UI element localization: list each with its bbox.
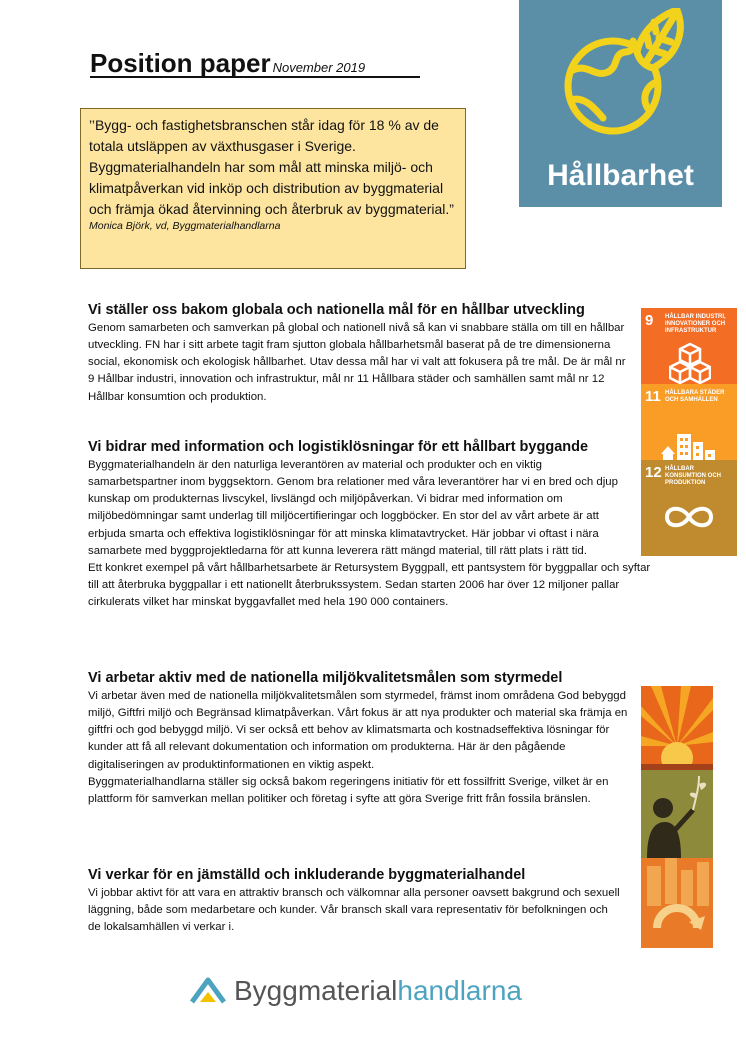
- sdg-number: 11: [645, 388, 661, 405]
- footer-brand: [190, 975, 522, 1007]
- city-recycle-illustration: [641, 858, 713, 948]
- section-heading: Vi bidrar med information och logistiklösningar för ett hållbart byggande: [88, 439, 589, 455]
- quote-author: Monica Björk, vd, Byggmaterialhandlarna: [89, 220, 281, 232]
- sdg-tile-12: [641, 460, 737, 556]
- infinity-loop-icon: [659, 502, 719, 532]
- sdg-number: 9: [645, 312, 654, 329]
- section-paragraph: Byggmaterialhandeln är den naturliga leverantören av material och produkter och en viktig samarbetspartner inom byggsektorn. Genom bra relationer med våra leverantörer har vi en bred och djup kunskap om produkternas livscykel, livslängd och miljöpåverkan. Vi bidrar med information om miljöbedömningar samt underlag till miljöcertifieringar och loggböcker. En stor del av vårt arbete är att erbjuda smarta och effektiva logistiklösningar för att minska klimatavtrycket. Här jobbar vi oftast i nära samarbete med byggprojektledarna för att kunna leverera rätt mängd material, till rätt plats i rätt tid.: [88, 458, 618, 557]
- env-goal-images: [641, 686, 713, 948]
- section-heading: Vi ställer oss bakom globala och nationella mål för en hållbar utveckling: [88, 302, 585, 318]
- section-paragraph: Byggmaterialhandlarna ställer sig också bakom regeringens initiativ för ett fossilfritt Sverige, vilket är en plattform för samverkan mellan politiker och företag i syfte att göra Sverige fritt från fossila bränslen.: [88, 775, 609, 806]
- section-paragraph: Vi jobbar aktivt för att vara en attraktiv bransch och välkomnar alla personer oavsett bakgrund och sexuell läggning, både som medarbetare och kunder. Vår bransch skall vara representativ för befolkningen och de lokalsamhällen vi verkar i.: [88, 886, 620, 934]
- sdg-label: HÅLLBAR INDUSTRI, INNOVATIONER OCH INFRASTRUKTUR: [665, 314, 726, 334]
- brand-part2: handlarna: [397, 975, 522, 1006]
- sdg-number: 12: [645, 464, 662, 481]
- section-paragraph: Vi arbetar även med de nationella miljökvalitetsmålen som styrmedel, främst inom områdena God bebyggd miljö, Giftfri miljö och Begränsad klimatpåverkan. Vårt fokus är att nya produkter och material ska främja en giftfri och god bebyggd miljö. Vi ser också ett behov av klimatsmarta och kostnadseffektiva lösningar för kunder att få all relevant dokumentation och information om produkterna. Här är den pågående digitaliseringen av produktinformationen en viktig aspekt.: [88, 689, 628, 771]
- section-environmental-goals: [88, 669, 628, 808]
- quote-box: [80, 108, 466, 269]
- sun-illustration: [641, 686, 713, 770]
- brand-part1: Byggmaterial: [234, 975, 398, 1006]
- quote-text: ’’Bygg- och fastighetsbranschen står idag för 18 % av de totala utsläppen av växthusgaser i Sverige. Byggmaterialhandeln har som mål att minska miljö- och klimatpåverkan vid inköp och distribution av byggmaterial och främja ökad återvinning och återbruk av byggmaterial.”: [89, 117, 454, 217]
- section-heading: Vi verkar för en jämställd och inkluderande byggmaterialhandel: [88, 867, 526, 883]
- section-heading: Vi arbetar aktiv med de nationella miljökvalitetsmålen som styrmedel: [88, 670, 563, 686]
- section-paragraph: Genom samarbeten och samverkan på global och nationell nivå så kan vi snabbare ställa om till en hållbar utveckling. FN har i sitt arbete tagit fram sjutton globala hållbarhetsmål baserat på de tre dimensionerna social, ekonomisk och ekologisk hållbarhet. Utav dessa mål har vi valt att fokusera på tre mål. De är mål nr 9 Hållbar industri, innovation och infrastruktur, mål nr 11 Hållbara städer och samhällen samt mål nr 12 Hållbar konsumtion och produktion.: [88, 321, 626, 403]
- title-date: November 2019: [272, 60, 366, 75]
- globe-leaf-icon: [553, 8, 693, 148]
- title-text: Position paper: [90, 48, 271, 78]
- sustainability-badge: [519, 0, 722, 207]
- badge-text: Hållbarhet: [547, 159, 694, 192]
- section-paragraph: Ett konkret exempel på vårt hållbarhetsarbete är Retursystem Byggpall, ett pantsystem för byggpallar och syftar till att återbruka byggpallar i ett nationellt återbrukssystem. Sedan starten 2006 har över 12 miljoner pallar cirkulerats vilket har minskat byggavfallet med hela 190 000 containers.: [88, 562, 651, 609]
- sdg-label: HÅLLBAR KONSUMTION OCH PRODUKTION: [665, 466, 721, 486]
- section-inclusion: [88, 866, 623, 936]
- section-logistics: [88, 438, 663, 612]
- roof-icon: [190, 976, 226, 1004]
- sdg-label: HÅLLBARA STÄDER OCH SAMHÄLLEN: [665, 390, 725, 403]
- section-global-goals: [88, 301, 628, 406]
- page-title: [90, 50, 420, 78]
- person-plant-illustration: [641, 770, 713, 858]
